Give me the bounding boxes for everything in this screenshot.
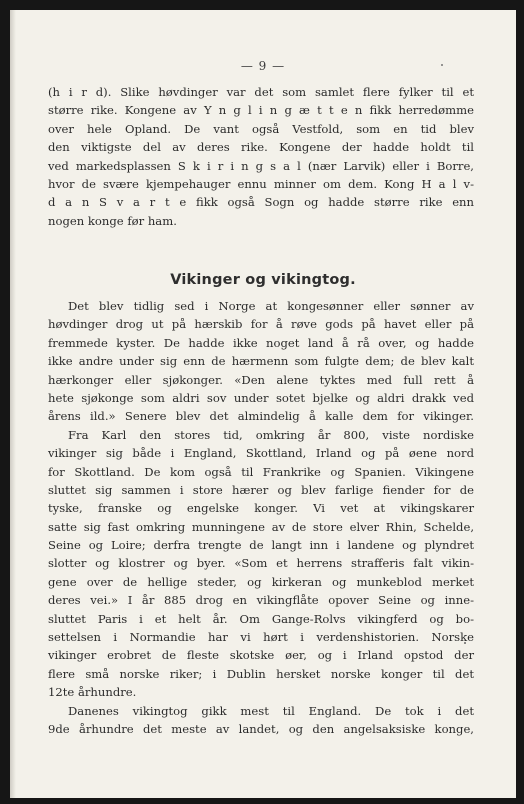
text-line: Danenes vikingtog gikk mest til England. De tok i det: [68, 703, 474, 718]
text-line: hærkonger eller sjøkonger. «Den alene tyktes med full rett å: [48, 372, 474, 387]
text-line: satte sig fast omkring munningene av de store elver Rhin, Schelde,: [48, 519, 474, 534]
text-line: sluttet Paris i et helt år. Om Gange-Rolvs vikingferd og bo-: [48, 611, 474, 626]
section-heading: Vikinger og vikingtog.: [170, 272, 356, 288]
text-line: hvor de svære kjempehauger ennu minner om dem. Kong H a l v-: [48, 176, 474, 191]
text-line: Seine og Loire; derfra trengte de langt inn i landene og plyndret: [48, 538, 474, 553]
page-number: — 9 —: [240, 59, 286, 73]
text-line: årens ild.» Senere blev det almindelig å kalle dem for vikinger.: [48, 409, 474, 424]
text-line: Fra Karl den stores tid, omkring år 800, viste nordiske: [68, 427, 474, 442]
text-line: ved markedsplassen S k i r i n g s a l (nær Larvik) eller i Borre,: [48, 158, 474, 173]
book-page: [10, 10, 516, 798]
text-line: den viktigste del av deres rike. Kongene der hadde holdt til: [48, 140, 474, 155]
text-line: (h i r d). Slike høvdinger var det som samlet flere fylker til et: [48, 85, 474, 99]
text-line: flere små norske riker; i Dublin hersket norske konger til det: [48, 666, 474, 681]
text-line: 9de århundre det meste av landet, og den angelsaksiske konge,: [48, 721, 474, 736]
text-line: hete sjøkonge som aldri sov under sotet bjelke og aldri drakk ved: [48, 390, 474, 405]
text-line: ikke andre under sig enn de hærmenn som fulgte dem; de blev kalt: [48, 354, 474, 369]
text-line: gene over de hellige steder, og kirkeran og munkeblod merket: [48, 574, 474, 589]
text-line: høvdinger drog ut på hærskib for å røve gods på havet eller på: [48, 317, 474, 332]
text-line: d a n S v a r t e fikk også Sogn og hadde større rike enn: [48, 195, 474, 210]
text-line: tyske, franske og engelske konger. Vi vet at vikingskarer: [48, 501, 474, 516]
text-line: 12te århundre.: [48, 685, 137, 700]
text-line: for Skottland. De kom også til Frankrike og Spanien. Vikingene: [48, 464, 474, 479]
body-text: [48, 297, 474, 738]
text-line: slotter og klostrer og byer. «Som et herrens strafferis falt vikin-: [48, 556, 474, 571]
page-edge-shadow: [10, 10, 16, 798]
text-line: vikinger sig både i England, Skottland, Irland og på øene nord: [48, 446, 474, 461]
text-line: større rike. Kongene av Y n g l i n g æ t t e n fikk herredømme: [48, 103, 474, 118]
text-line: settelsen i Normandie har vi hørt i verdenshistorien. Norske: [48, 630, 474, 645]
text-line: vikinger erobret de fleste skotske øer, og i Irland opstod der: [48, 648, 474, 663]
text-line: Det blev tidlig sed i Norge at kongesønner eller sønner av: [68, 299, 474, 313]
text-line: nogen konge før ham.: [48, 213, 177, 228]
text-line: deres vei.» I år 885 drog en vikingflåte opover Seine og inne-: [48, 593, 474, 608]
text-line: fremmede kyster. De hadde ikke noget land å rå over, og hadde: [48, 335, 474, 350]
text-line: sluttet sig sammen i store hærer og blev farlige fiender for de: [48, 482, 474, 497]
text-line: over hele Opland. De vant også Vestfold, som en tid blev: [48, 121, 474, 136]
intro-paragraph: [48, 83, 474, 230]
